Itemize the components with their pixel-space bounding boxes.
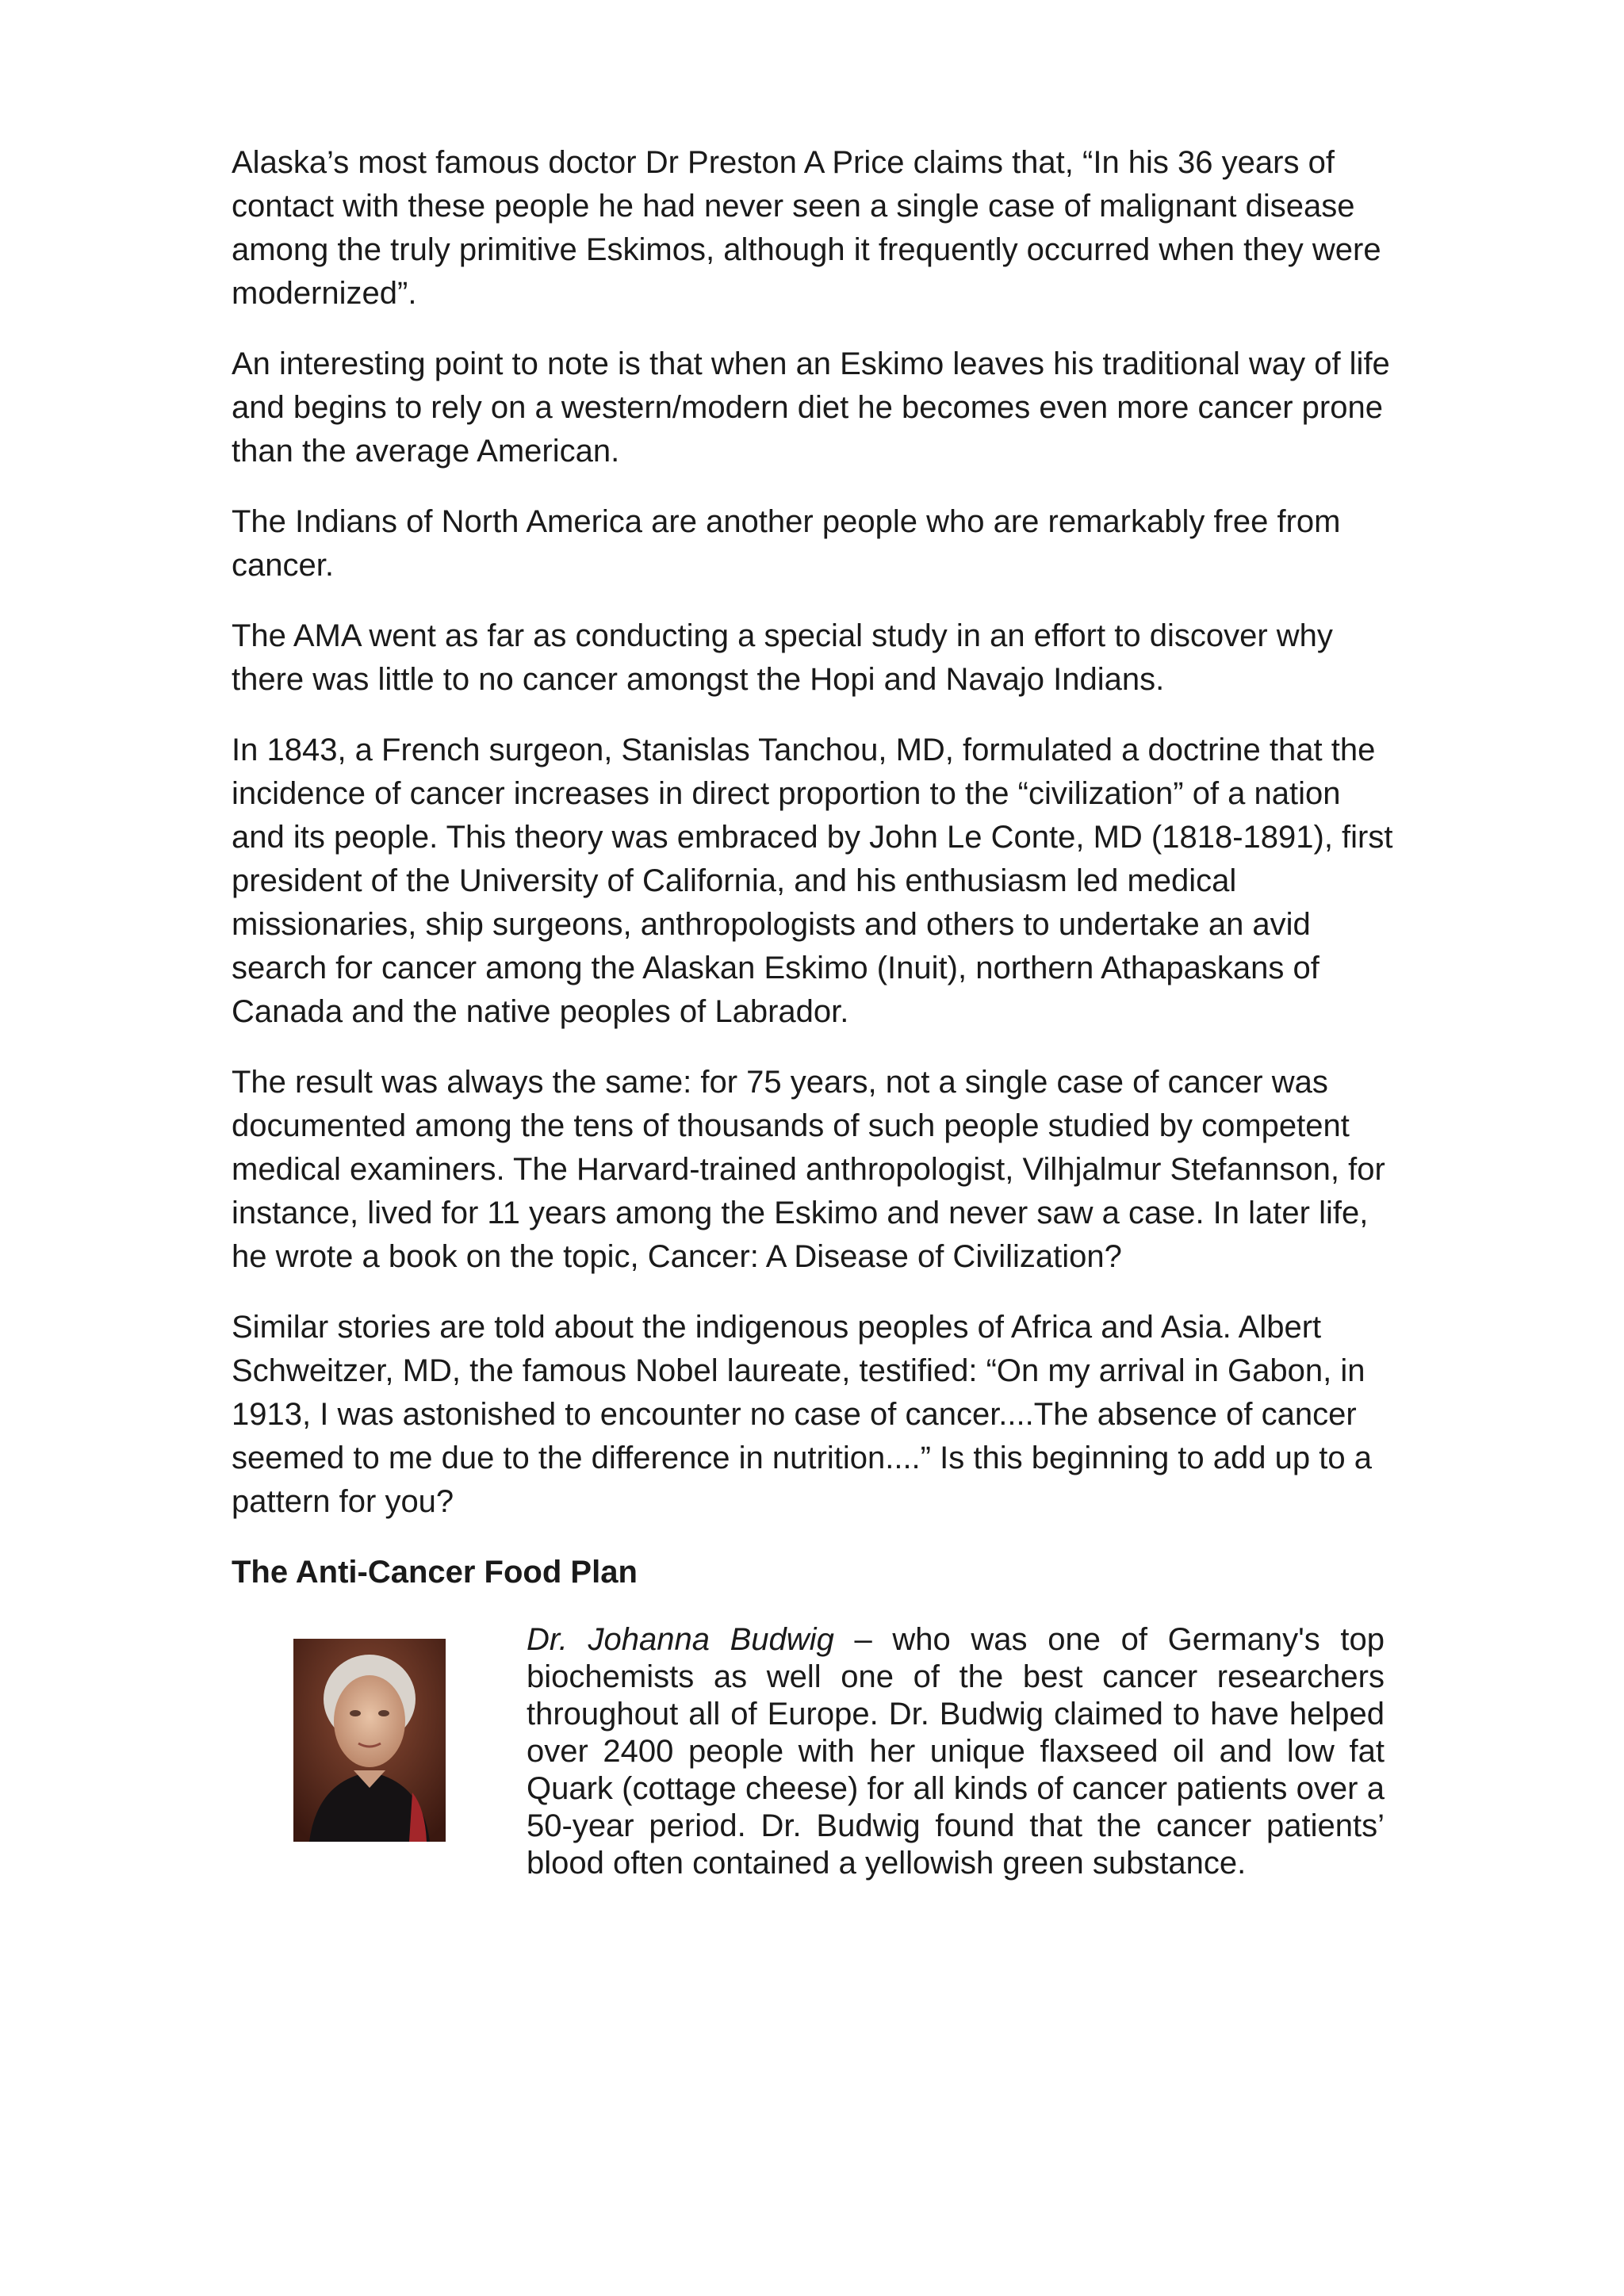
- budwig-bio-text: [527, 1621, 1385, 1882]
- paragraph-price-quote: Alaska’s most famous doctor Dr Preston A Price claims that, “In his 36 years of contact with these people he had never seen a single case of malignant disease among the truly primitive Eskimos, although it frequently occurred when they were modernized”.: [232, 145, 1381, 311]
- budwig-name: Dr. Johanna Budwig: [527, 1622, 834, 1657]
- paragraph-north-american-indians: The Indians of North America are another people who are remarkably free from cancer.: [232, 504, 1341, 583]
- paragraph-ama-study: The AMA went as far as conducting a special study in an effort to discover why there was little to no cancer amongst the Hopi and Navajo Indians.: [232, 618, 1333, 697]
- document-page: [232, 141, 1397, 1938]
- paragraph-schweitzer: Similar stories are told about the indigenous peoples of Africa and Asia. Albert Schweitzer, MD, the famous Nobel laureate, testified: “On my arrival in Gabon, in 1913, I was astonished to encounter no case of cancer....The absence of cancer seemed to me due to the difference in nutrition....” Is this beginning to add up to a pattern for you?: [232, 1310, 1372, 1519]
- paragraph-75-years-result: The result was always the same: for 75 years, not a single case of cancer was documented among the tens of thousands of such people studied by competent medical examiners. The Harvard-trained anthropologist, Vilhjalmur Stefannson, for instance, lived for 11 years among the Eskimo and never saw a case. In later life, he wrote a book on the topic, Cancer: A Disease of Civilization?: [232, 1065, 1385, 1274]
- budwig-bio-body: – who was one of Germany's top biochemists as well one of the best cancer researchers throughout all of Europe. Dr. Budwig claimed to have helped over 2400 people with her unique flaxseed oil and low fat Quark (cottage cheese) for all kinds of cancer patients over a 50-year period. Dr. Budwig found that the cancer patients’ blood often contained a yellowish green substance.: [527, 1622, 1385, 1881]
- budwig-bio-section: [232, 1621, 1397, 1938]
- paragraph-eskimo-diet: An interesting point to note is that when an Eskimo leaves his traditional way of life and begins to rely on a western/modern diet he becomes even more cancer prone than the average American.: [232, 346, 1390, 469]
- section-heading: The Anti-Cancer Food Plan: [232, 1555, 638, 1590]
- paragraph-tanchou-doctrine: In 1843, a French surgeon, Stanislas Tanchou, MD, formulated a doctrine that the incidence of cancer increases in direct proportion to the “civilization” of a nation and its people. This theory was embraced by John Le Conte, MD (1818-1891), first president of the University of California, and his enthusiasm led medical missionaries, ship surgeons, anthropologists and others to undertake an avid search for cancer among the Alaskan Eskimo (Inuit), northern Athapaskans of Canada and the native peoples of Labrador.: [232, 733, 1393, 1029]
- portrait-photo: [293, 1639, 446, 1842]
